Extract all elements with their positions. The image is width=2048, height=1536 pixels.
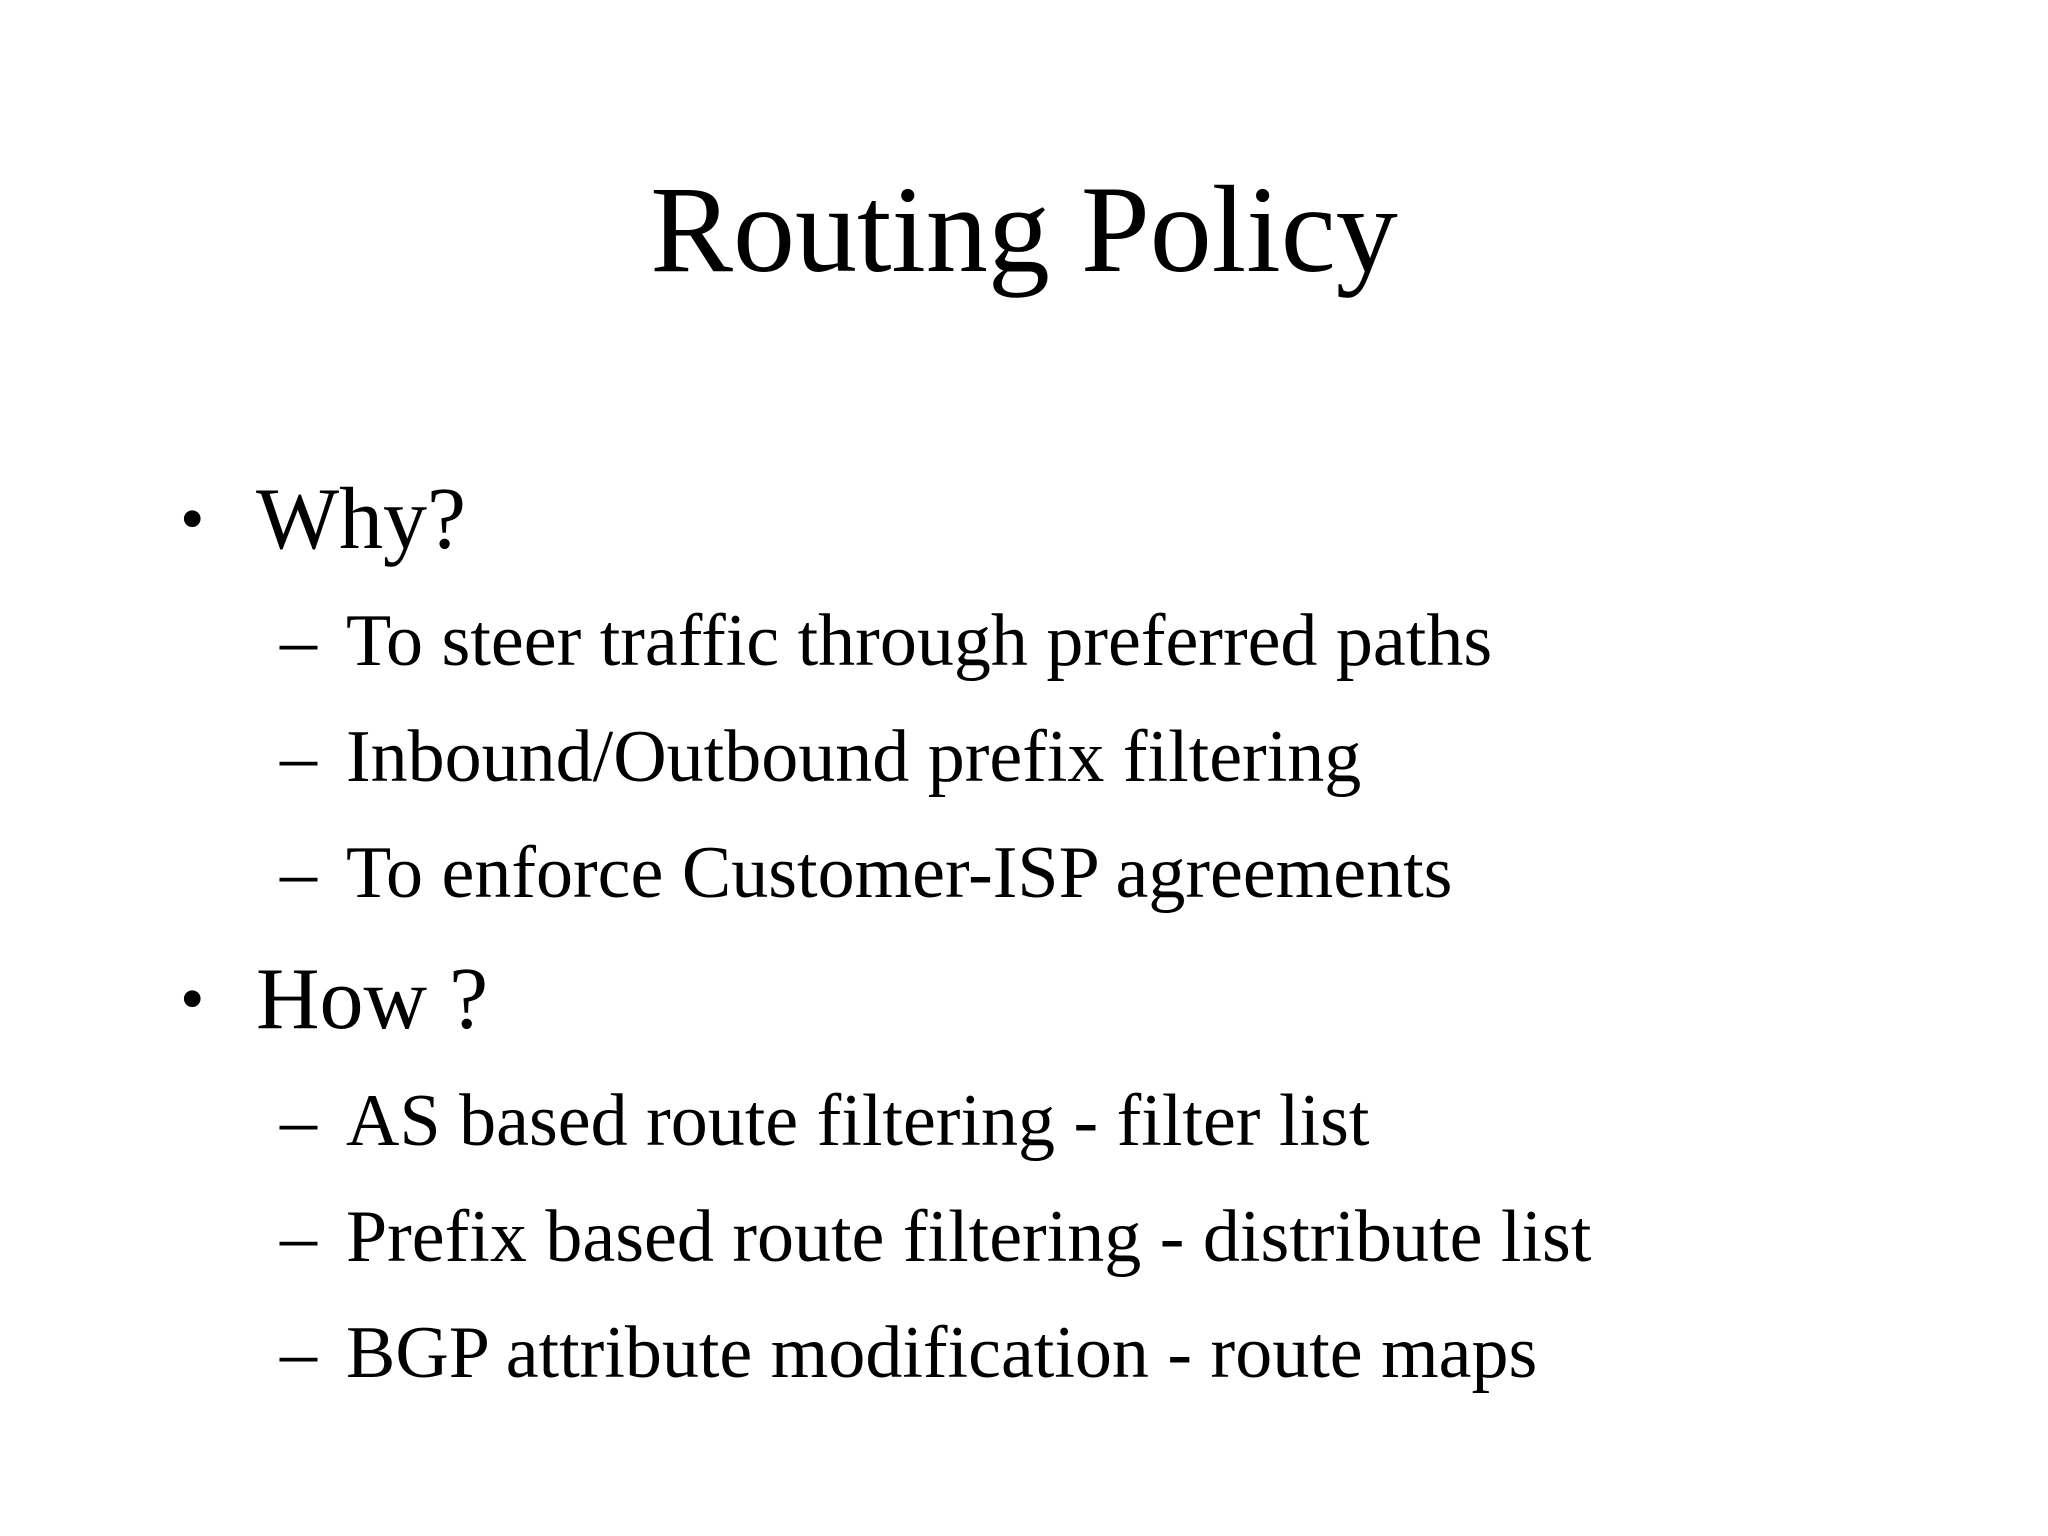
bullet-marker: • <box>180 961 205 1038</box>
sub-item-text: Prefix based route filtering - distribute list <box>346 1196 1592 1278</box>
dash-marker: – <box>280 716 317 798</box>
bullet-label: How ? <box>256 951 489 1048</box>
sub-item-text: BGP attribute modification - route maps <box>346 1312 1538 1394</box>
sub-item-text: To enforce Customer-ISP agreements <box>346 832 1453 914</box>
sub-item-text: Inbound/Outbound prefix filtering <box>346 716 1362 798</box>
dash-marker: – <box>280 600 317 682</box>
sub-item-text: AS based route filtering - filter list <box>346 1080 1370 1162</box>
dash-marker: – <box>280 1196 317 1278</box>
sub-item-text: To steer traffic through preferred paths <box>346 600 1493 682</box>
dash-marker: – <box>280 1312 317 1394</box>
bullet-marker: • <box>180 481 205 558</box>
slide-title: Routing Policy <box>650 161 1398 298</box>
bullet-label: Why? <box>256 471 467 568</box>
dash-marker: – <box>280 832 317 914</box>
dash-marker: – <box>280 1080 317 1162</box>
